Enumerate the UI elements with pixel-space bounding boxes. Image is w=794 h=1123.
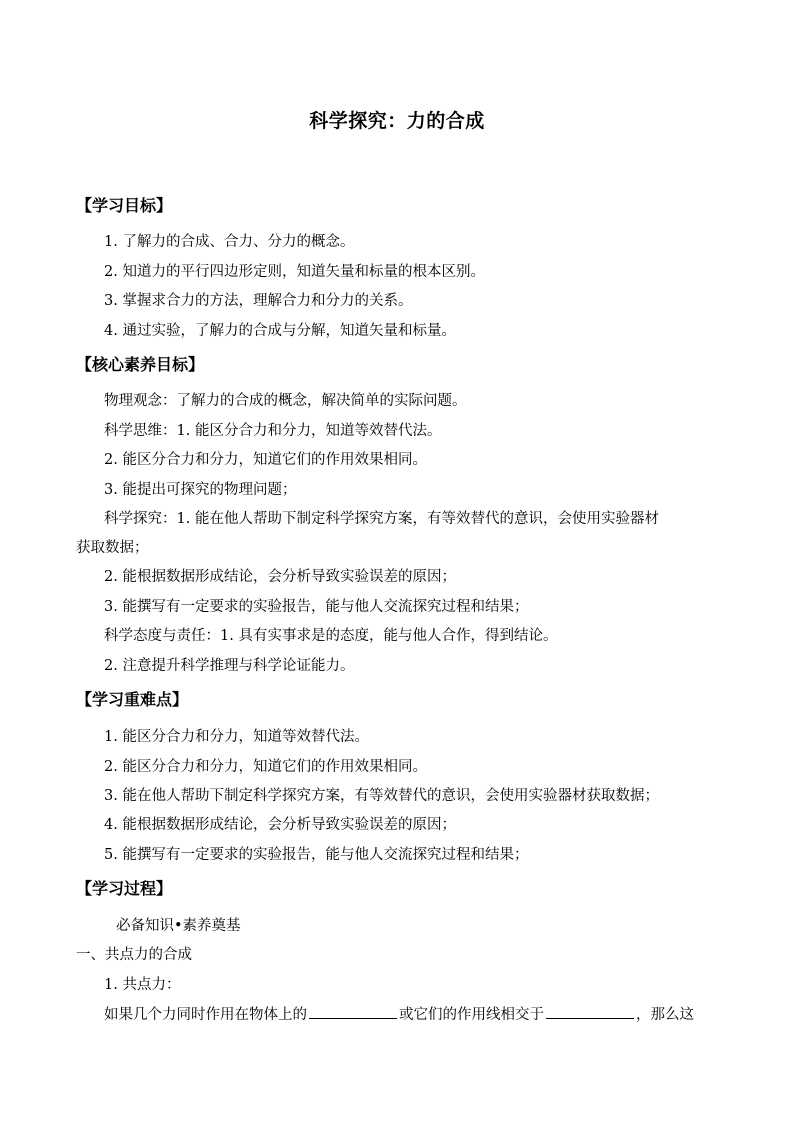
core-line-10: 2. 注意提升科学推理与科学论证能力。	[104, 658, 355, 674]
fill-blank-2[interactable]	[546, 1004, 634, 1019]
key-item-1: 1. 能区分合力和分力，知道等效替代法。	[104, 729, 369, 745]
core-line-9: 科学态度与责任：1. 具有实事求是的态度，能与他人合作，得到结论。	[104, 628, 558, 644]
document-title: 科学探究：力的合成	[309, 110, 485, 132]
process-part-title: 一、共点力的合成	[76, 947, 192, 963]
key-item-3: 3. 能在他人帮助下制定科学探究方案，有等效替代的意识，会使用实验器材获取数据；	[104, 788, 659, 804]
goal-item-2: 2. 知道力的平行四边形定则，知道矢量和标量的根本区别。	[104, 264, 485, 280]
sentence-part-2: 或它们的作用线相交于	[399, 1007, 544, 1023]
goal-item-3: 3. 掌握求合力的方法，理解合力和分力的关系。	[104, 293, 413, 309]
core-line-7: 2. 能根据数据形成结论，会分析导致实验误差的原因；	[104, 569, 456, 585]
process-sentence	[104, 1004, 694, 1025]
core-line-2: 科学思维：1. 能区分合力和分力，知道等效替代法。	[104, 423, 442, 439]
sentence-part-3: ，那么这	[636, 1007, 694, 1023]
goal-item-1: 1. 了解力的合成、合力、分力的概念。	[104, 234, 355, 250]
section-heading-core: 【核心素养目标】	[76, 355, 205, 374]
core-line-4: 3. 能提出可探究的物理问题；	[104, 482, 297, 498]
section-heading-key: 【学习重难点】	[76, 690, 189, 709]
key-item-5: 5. 能撰写有一定要求的实验报告，能与他人交流探究过程和结果；	[104, 847, 529, 863]
process-point-1: 1. 共点力：	[104, 977, 181, 993]
core-line-1: 物理观念：了解力的合成的概念，解决简单的实际问题。	[104, 393, 467, 409]
core-line-8: 3. 能撰写有一定要求的实验报告，能与他人交流探究过程和结果；	[104, 599, 529, 615]
fill-blank-1[interactable]	[309, 1004, 397, 1019]
process-subheading: 必备知识•素养奠基	[116, 918, 241, 934]
key-item-4: 4. 能根据数据形成结论，会分析导致实验误差的原因；	[104, 817, 456, 833]
section-heading-process: 【学习过程】	[76, 879, 173, 898]
key-item-2: 2. 能区分合力和分力，知道它们的作用效果相同。	[104, 759, 427, 775]
goal-item-4: 4. 通过实验，了解力的合成与分解，知道矢量和标量。	[104, 323, 456, 339]
section-heading-goals: 【学习目标】	[76, 196, 173, 215]
core-line-5: 科学探究：1. 能在他人帮助下制定科学探究方案，有等效替代的意识，会使用实验器材	[104, 511, 659, 527]
core-line-3: 2. 能区分合力和分力，知道它们的作用效果相同。	[104, 452, 427, 468]
sentence-part-1: 如果几个力同时作用在物体上的	[104, 1007, 307, 1023]
core-line-6: 获取数据；	[76, 540, 149, 556]
